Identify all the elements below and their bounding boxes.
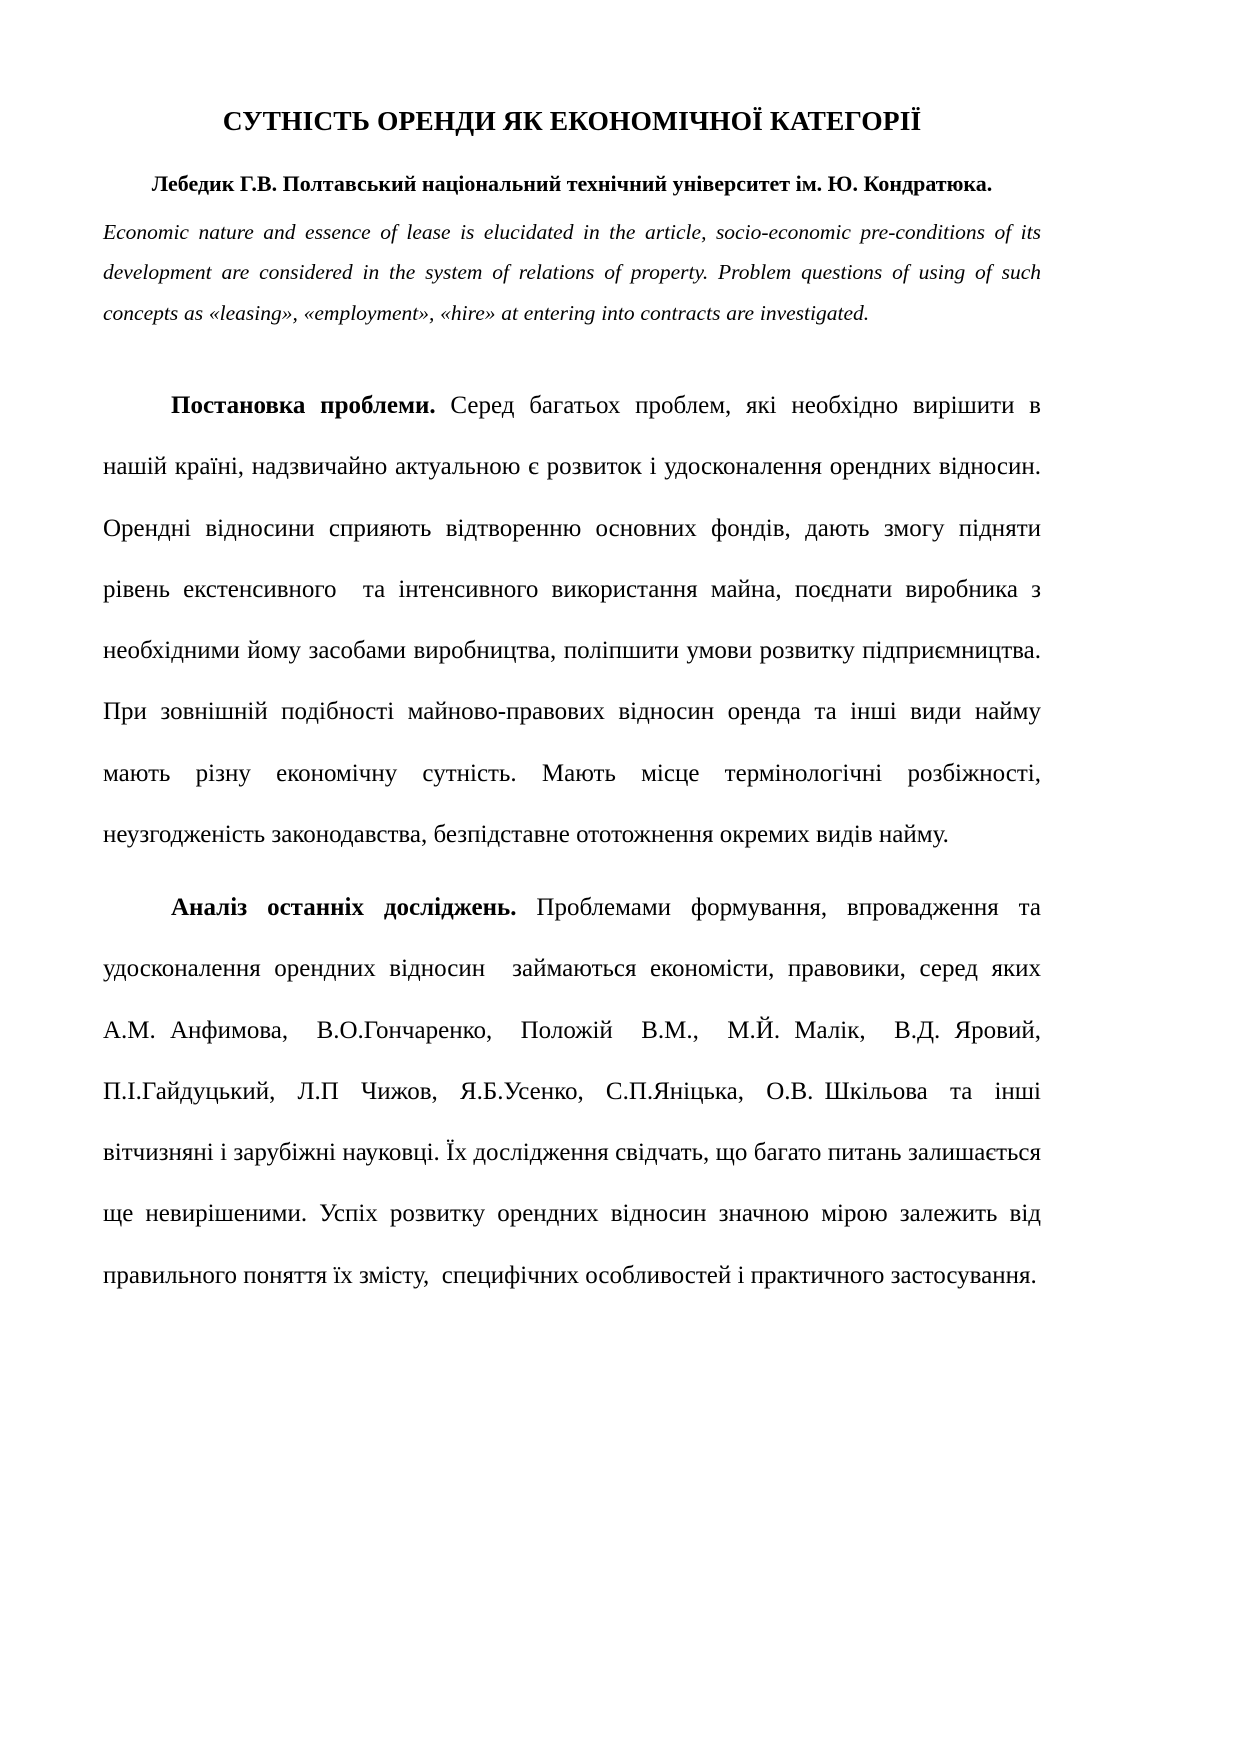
abstract-text: Economic nature and essence of lease is elucidated in the article, socio-economic pre-conditions of its development are considered in the system of relations of property. Problem questions of using of such concepts as «leasing», «employment», «hire» at entering into contracts are investigated. xyxy=(103,219,1041,325)
paragraph-problem-statement xyxy=(103,375,1048,865)
paragraph-recent-research xyxy=(103,877,1048,1306)
page-title: СУТНІСТЬ ОРЕНДИ ЯК ЕКОНОМІЧНОЇ КАТЕГОРІЇ xyxy=(222,105,922,136)
paragraph-lead-in: Аналіз останніх досліджень. xyxy=(171,894,517,922)
author-affiliation-line: Лебедик Г.В. Полтавський національний технічний університет ім. Ю. Кондратюка. xyxy=(151,171,993,197)
paragraph-body-text: Проблемами формування, впровадження та удосконалення орендних відносин займаються економісти, правовики, серед яких А.М. Анфимова, В.О.Гончаренко, Положій В.М., М.Й. Малік, В.Д. Яровий, П.І.Гайдуцький, Л.П Чижов, Я.Б.Усенко, С.П.Яніцька, О.В. Шкільова та інші вітчизняні і зарубіжні науковці. Їх дослідження свідчать, що багато питань залишається ще невирішеними. Успіх розвитку орендних відносин значною мірою залежить від правильного поняття їх змісту, специфічних особливостей і практичного застосування. xyxy=(103,894,1048,1289)
document-content xyxy=(103,96,1048,1306)
paragraph-body-text: Серед багатьох проблем, які необхідно вирішити в нашій країні, надзвичайно актуальною є розвиток і удосконалення орендних відносин. Орендні відносини сприяють відтворенню основних фондів, дають змогу підняти рівень екстенсивного та інтенсивного використання майна, поєднати виробника з необхідними йому засобами виробництва, поліпшити умови розвитку підприємництва. При зовнішній подібності майново-правових відносин оренда та інші види найму мають різну економічну сутність. Мають місце термінологічні розбіжності, неузгодженість законодавства, безпідставне ототожнення окремих видів найму. xyxy=(103,392,1048,848)
paragraph-lead-in: Постановка проблеми. xyxy=(171,392,436,420)
